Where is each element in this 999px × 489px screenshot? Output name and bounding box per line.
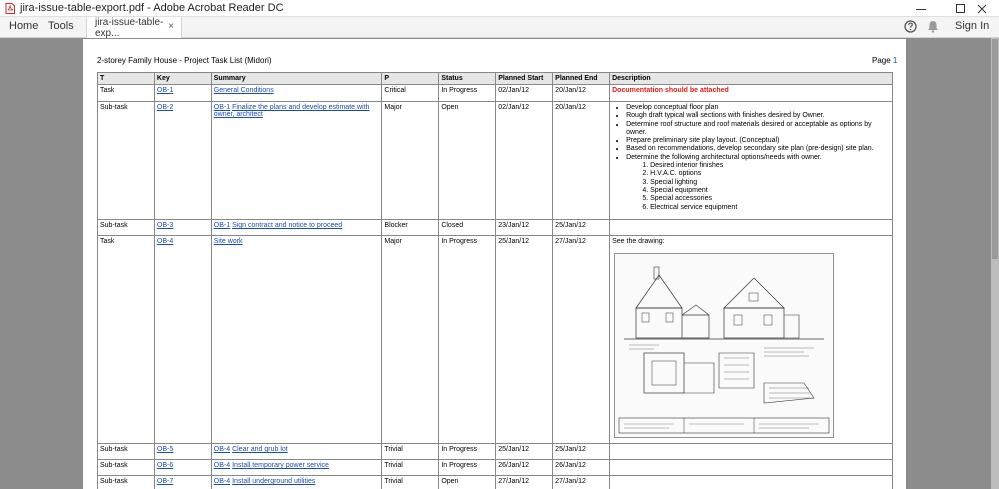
planned-end: 26/Jan/12: [553, 460, 610, 476]
table-row: [98, 476, 893, 489]
issue-description: [610, 460, 893, 476]
issue-status: Open: [439, 476, 496, 489]
tools-tab[interactable]: Tools: [48, 20, 74, 32]
issue-summary-link[interactable]: General Conditions: [213, 87, 274, 94]
issue-status: In Progress: [439, 85, 496, 102]
planned-end: 27/Jan/12: [553, 476, 610, 489]
list-item: • Develop conceptual floor plan: [626, 104, 890, 112]
issue-status: Closed: [439, 220, 496, 236]
issue-summary-link[interactable]: Install underground utilities: [232, 478, 316, 485]
issue-status: In Progress: [439, 444, 496, 460]
issue-priority: Critical: [382, 85, 439, 102]
issue-type: Task: [98, 236, 155, 444]
planned-start: 26/Jan/12: [496, 460, 553, 476]
pdf-page: [83, 39, 906, 489]
parent-key-link[interactable]: OB-1: [213, 222, 231, 229]
parent-key-link[interactable]: OB-4: [213, 462, 231, 469]
issue-key-link[interactable]: OB-7: [156, 478, 174, 485]
document-tab-label: jira-issue-table-exp...: [95, 16, 164, 39]
issue-table: [97, 72, 893, 489]
issue-type: Sub-task: [98, 220, 155, 236]
list-item: [626, 154, 890, 212]
minimize-icon: [916, 4, 926, 14]
column-header: Planned End: [553, 73, 610, 85]
list-item: 6. Electrical service equipment: [650, 204, 890, 212]
list-item: 4. Special equipment: [650, 187, 890, 195]
issue-summary-link[interactable]: Sign contract and notice to proceed: [232, 222, 343, 229]
list-item: • Based on recommendations, develop secondary site plan (pre-design) site plan.: [626, 145, 890, 153]
column-header: Status: [439, 73, 496, 85]
bell-icon[interactable]: [927, 20, 939, 33]
issue-description: [610, 102, 893, 220]
description-text: See the drawing:: [612, 238, 665, 245]
site-drawing-image: [614, 253, 834, 438]
list-item: • Determine roof structure and roof materials desired or acceptable as options by owner.: [626, 121, 890, 138]
planned-end: 27/Jan/12: [553, 236, 610, 444]
table-row: [98, 444, 893, 460]
column-header: P: [382, 73, 439, 85]
issue-summary-link[interactable]: Site work: [213, 238, 243, 245]
issue-priority: Major: [382, 236, 439, 444]
close-tab-button[interactable]: ×: [168, 21, 174, 32]
column-header: Summary: [211, 73, 382, 85]
planned-start: 02/Jan/12: [496, 102, 553, 220]
planned-start: 25/Jan/12: [496, 236, 553, 444]
home-tab[interactable]: Home: [9, 20, 39, 32]
issue-priority: Trivial: [382, 460, 439, 476]
minimize-button[interactable]: [904, 0, 938, 17]
issue-summary-link[interactable]: Finalize the plans and develop estimate with owner, architect: [213, 104, 370, 118]
column-header: Planned Start: [496, 73, 553, 85]
issue-type: Task: [98, 85, 155, 102]
planned-start: 25/Jan/12: [496, 444, 553, 460]
planned-end: 25/Jan/12: [553, 220, 610, 236]
help-icon[interactable]: [904, 20, 917, 33]
issue-description: [610, 476, 893, 489]
planned-start: 23/Jan/12: [496, 220, 553, 236]
parent-key-link[interactable]: OB-4: [213, 446, 231, 453]
document-tab[interactable]: [86, 17, 182, 38]
issue-priority: Trivial: [382, 476, 439, 489]
issue-description: [610, 220, 893, 236]
window-title: jira-issue-table-export.pdf - Adobe Acrobat Reader DC: [20, 2, 284, 14]
issue-key-link[interactable]: OB-5: [156, 446, 174, 453]
table-row: [98, 220, 893, 236]
table-row: [98, 236, 893, 444]
planned-end: 25/Jan/12: [553, 444, 610, 460]
issue-priority: Trivial: [382, 444, 439, 460]
parent-key-link[interactable]: OB-1: [213, 104, 231, 111]
planned-start: 02/Jan/12: [496, 85, 553, 102]
column-header: T: [98, 73, 155, 85]
issue-key-link[interactable]: OB-1: [156, 87, 174, 94]
list-item: 2. H.V.A.C. options: [650, 170, 890, 178]
issue-description: Documentation should be attached: [612, 87, 729, 94]
table-row: [98, 85, 893, 102]
pdf-file-icon: [5, 3, 15, 14]
title-bar: [0, 0, 999, 17]
issue-status: In Progress: [439, 460, 496, 476]
list-item: • Rough draft typical wall sections with finishes desired by Owner.: [626, 112, 890, 120]
issue-summary-link[interactable]: Install temporary power service: [232, 462, 329, 469]
issue-key-link[interactable]: OB-3: [156, 222, 174, 229]
issue-summary-link[interactable]: Clear and grub lot: [232, 446, 288, 453]
issue-description: [610, 236, 893, 444]
close-icon: [977, 4, 987, 14]
planned-end: 20/Jan/12: [553, 102, 610, 220]
issue-status: In Progress: [439, 236, 496, 444]
page-indicator: [872, 56, 897, 65]
issue-key-link[interactable]: OB-4: [156, 238, 174, 245]
planned-end: 20/Jan/12: [553, 85, 610, 102]
sign-in-button[interactable]: Sign In: [955, 20, 990, 32]
list-item: 5. Special accessories: [650, 195, 890, 203]
column-header: Description: [610, 73, 893, 85]
document-header: 2-storey Family House - Project Task List (Midori): [97, 56, 272, 65]
issue-type: Sub-task: [98, 102, 155, 220]
page-number[interactable]: 1: [892, 56, 898, 65]
issue-priority: Major: [382, 102, 439, 220]
list-item-text: Determine the following architectural options/needs with owner.: [626, 153, 822, 161]
table-row: [98, 460, 893, 476]
list-item: 1. Desired interior finishes: [650, 162, 890, 170]
close-window-button[interactable]: [965, 0, 999, 17]
parent-key-link[interactable]: OB-4: [213, 478, 231, 485]
issue-key-link[interactable]: OB-6: [156, 462, 174, 469]
column-header: Key: [154, 73, 211, 85]
list-item: 3. Special lighting: [650, 179, 890, 187]
issue-priority: Blocker: [382, 220, 439, 236]
table-header-row: [98, 73, 893, 85]
issue-key-link[interactable]: OB-2: [156, 104, 174, 111]
issue-type: Sub-task: [98, 460, 155, 476]
scrollbar-thumb[interactable]: [992, 39, 998, 259]
issue-type: Sub-task: [98, 444, 155, 460]
issue-description: [610, 444, 893, 460]
issue-status: Open: [439, 102, 496, 220]
issue-type: Sub-task: [98, 476, 155, 489]
list-item: • Prepare preliminary site play layout. (Conceptual): [626, 137, 890, 145]
table-row: [98, 102, 893, 220]
page-label: Page: [872, 56, 891, 65]
description-bullet-list: [626, 104, 890, 212]
planned-start: 27/Jan/12: [496, 476, 553, 489]
description-numbered-list: [650, 162, 890, 212]
